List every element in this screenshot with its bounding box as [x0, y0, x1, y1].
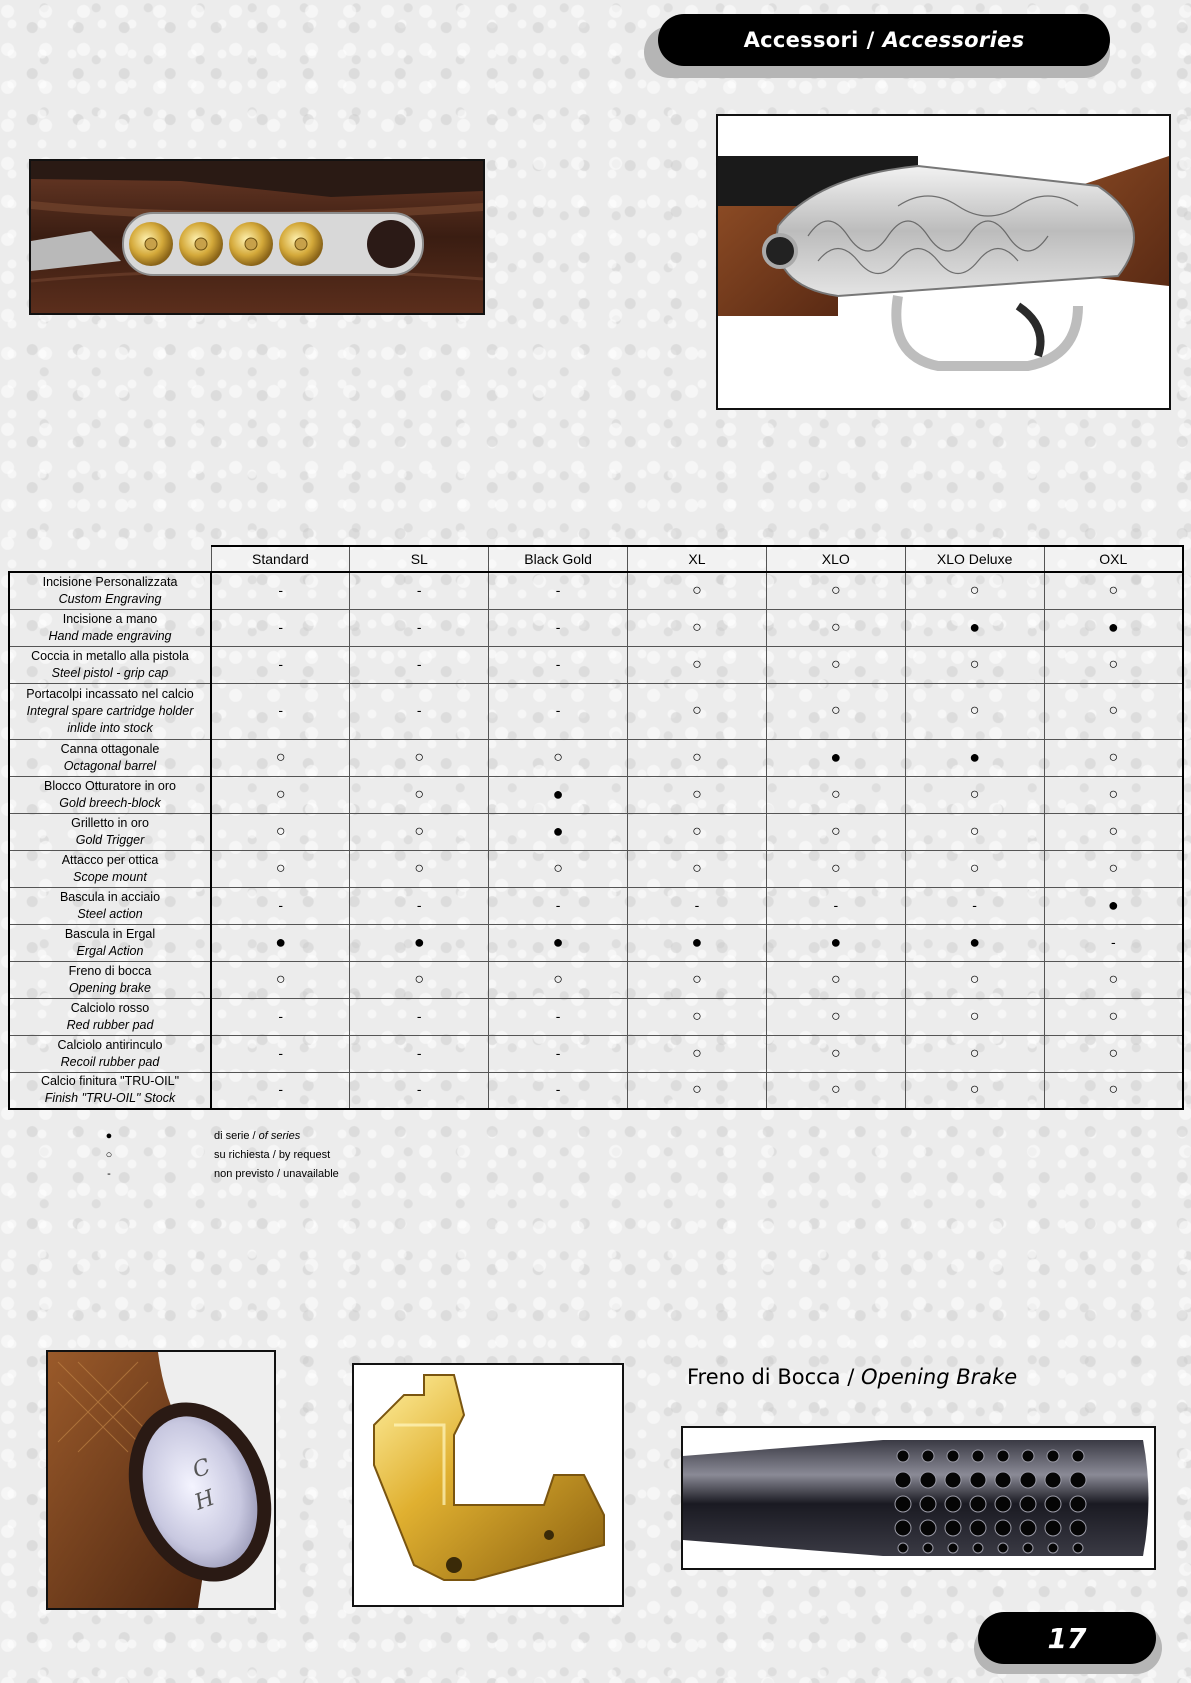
availability-cell: [489, 683, 628, 739]
availability-cell: [350, 1035, 489, 1072]
accessories-table: [8, 545, 1184, 1110]
unavailable-icon: -: [694, 896, 700, 913]
column-header: Standard: [211, 546, 350, 572]
by-request-icon: ○: [414, 859, 425, 877]
availability-cell: [905, 683, 1044, 739]
legend-text-it: su richiesta: [214, 1149, 270, 1161]
by-request-icon: ○: [1108, 970, 1119, 988]
by-request-icon: ○: [414, 785, 425, 803]
table-row: [9, 887, 1183, 924]
availability-cell: [1044, 1035, 1183, 1072]
availability-cell: [628, 850, 767, 887]
availability-cell: [489, 1035, 628, 1072]
availability-cell: [1044, 887, 1183, 924]
feature-name-it: Bascula in acciaio: [59, 889, 161, 904]
by-request-icon: ○: [1108, 1007, 1119, 1025]
by-request-icon: ○: [969, 702, 980, 719]
by-request-icon: ○: [830, 618, 841, 636]
unavailable-icon: -: [278, 1081, 283, 1098]
by-request-icon: ○: [692, 822, 702, 840]
by-request-icon: ○: [969, 1007, 980, 1025]
availability-cell: [628, 646, 767, 683]
column-header: Black Gold: [489, 546, 628, 572]
unavailable-icon: -: [555, 1081, 561, 1098]
availability-cell: [628, 998, 767, 1035]
unavailable-icon: -: [1110, 933, 1116, 950]
availability-cell: [1044, 1072, 1183, 1109]
by-request-icon: ○: [830, 859, 841, 877]
availability-cell: [905, 646, 1044, 683]
feature-name-it: Canna ottagonale: [60, 741, 160, 756]
availability-cell: [350, 850, 489, 887]
by-request-icon: ○: [1108, 822, 1119, 840]
availability-cell: [489, 646, 628, 683]
unavailable-icon: -: [416, 896, 422, 913]
availability-cell: [489, 776, 628, 813]
by-request-icon: ○: [553, 748, 563, 766]
unavailable-icon: -: [278, 618, 283, 635]
availability-cell: [489, 572, 628, 609]
by-request-icon: ○: [830, 785, 841, 803]
availability-cell: [211, 572, 350, 609]
of-series-icon: ●: [969, 616, 981, 637]
legend-separator: /: [269, 1149, 279, 1161]
legend-symbol: ●: [105, 1130, 113, 1142]
availability-cell: [628, 739, 767, 776]
feature-name-en: Steel action: [77, 906, 143, 921]
feature-cell: [9, 776, 211, 813]
feature-name-en: Scope mount: [73, 869, 147, 884]
feature-name-en: Opening brake: [68, 980, 151, 995]
of-series-icon: ●: [969, 931, 981, 952]
feature-name-it: Bascula in Ergal: [64, 926, 156, 941]
by-request-icon: ○: [830, 1081, 841, 1099]
availability-cell: [350, 924, 489, 961]
feature-name-en: Steel pistol - grip cap: [51, 665, 169, 680]
of-series-icon: ●: [1107, 616, 1119, 637]
by-request-icon: ○: [1108, 702, 1119, 719]
of-series-icon: ●: [275, 931, 287, 952]
availability-cell: [905, 813, 1044, 850]
by-request-icon: ○: [969, 1081, 980, 1099]
column-header: XLO: [766, 546, 905, 572]
availability-cell: [489, 739, 628, 776]
availability-cell: [489, 850, 628, 887]
feature-name-it: Calcio finitura "TRU-OIL": [40, 1074, 180, 1089]
by-request-icon: ○: [692, 702, 702, 719]
availability-cell: [350, 683, 489, 739]
feature-name-it: Attacco per ottica: [61, 852, 159, 867]
availability-cell: [1044, 813, 1183, 850]
table-row: [9, 1035, 1183, 1072]
availability-cell: [628, 776, 767, 813]
feature-cell: [9, 609, 211, 646]
availability-cell: [766, 850, 905, 887]
unavailable-icon: -: [278, 655, 283, 672]
availability-cell: [766, 776, 905, 813]
availability-cell: [766, 1035, 905, 1072]
availability-cell: [211, 961, 350, 998]
availability-cell: [628, 572, 767, 609]
by-request-icon: ○: [969, 1044, 980, 1062]
header-title-it: Accessori: [743, 28, 859, 52]
unavailable-icon: -: [833, 896, 839, 913]
feature-cell: [9, 924, 211, 961]
table-corner: [9, 546, 211, 572]
feature-name-en: Gold Trigger: [75, 832, 145, 847]
by-request-icon: ○: [1108, 748, 1119, 766]
header-separator: /: [866, 28, 875, 52]
legend-separator: /: [273, 1168, 284, 1180]
availability-cell: [350, 739, 489, 776]
by-request-icon: ○: [414, 822, 425, 840]
engraved-action-photo: [716, 114, 1171, 410]
legend-symbol: ○: [105, 1149, 113, 1161]
by-request-icon: ○: [969, 785, 980, 803]
unavailable-icon: -: [416, 581, 422, 598]
availability-cell: [350, 1072, 489, 1109]
unavailable-icon: -: [416, 1081, 422, 1098]
by-request-icon: ○: [692, 1007, 702, 1025]
legend-text-en: by request: [278, 1149, 331, 1161]
of-series-icon: ●: [552, 820, 564, 841]
unavailable-icon: -: [278, 1044, 283, 1061]
table-row: [9, 1072, 1183, 1109]
by-request-icon: ○: [830, 822, 841, 840]
feature-name-it: Incisione a mano: [62, 611, 158, 626]
by-request-icon: ○: [692, 655, 702, 673]
feature-name-it: Incisione Personalizzata: [42, 574, 178, 589]
by-request-icon: ○: [1108, 785, 1119, 803]
of-series-icon: ●: [552, 931, 564, 952]
by-request-icon: ○: [414, 748, 425, 766]
feature-cell: [9, 683, 211, 739]
by-request-icon: ○: [275, 970, 286, 988]
legend-text-it: di serie: [214, 1130, 250, 1142]
by-request-icon: ○: [692, 618, 702, 636]
availability-cell: [905, 739, 1044, 776]
legend-text-en: unavailable: [283, 1168, 339, 1180]
by-request-icon: ○: [414, 970, 425, 988]
availability-cell: [350, 572, 489, 609]
feature-name-en: Integral spare cartridge holder: [26, 703, 194, 718]
by-request-icon: ○: [969, 970, 980, 988]
availability-cell: [1044, 609, 1183, 646]
unavailable-icon: -: [416, 655, 422, 672]
table-row: [9, 646, 1183, 683]
availability-cell: [489, 998, 628, 1035]
unavailable-icon: -: [416, 1007, 422, 1024]
availability-cell: [1044, 646, 1183, 683]
availability-cell: [628, 1072, 767, 1109]
feature-name-en: Gold breech-block: [59, 795, 161, 810]
table-row: [9, 924, 1183, 961]
availability-cell: [766, 646, 905, 683]
feature-name-en: Recoil rubber pad: [60, 1054, 160, 1069]
by-request-icon: ○: [830, 1007, 841, 1025]
by-request-icon: ○: [553, 859, 563, 877]
availability-cell: [350, 646, 489, 683]
grip-cap-photo: [46, 1350, 276, 1610]
by-request-icon: ○: [969, 581, 980, 599]
feature-name-en-line2: inlide into stock: [67, 720, 153, 735]
availability-cell: [211, 646, 350, 683]
feature-cell: [9, 961, 211, 998]
availability-cell: [628, 609, 767, 646]
availability-cell: [211, 887, 350, 924]
of-series-icon: ●: [830, 746, 842, 767]
by-request-icon: ○: [830, 1044, 841, 1062]
by-request-icon: ○: [275, 822, 286, 840]
feature-name-it: Calciolo antirinculo: [57, 1037, 163, 1052]
muzzle-brake-photo: [681, 1426, 1156, 1570]
availability-cell: [350, 998, 489, 1035]
page-number-text: 17: [1047, 1621, 1087, 1655]
availability-cell: [905, 609, 1044, 646]
column-header: XLO Deluxe: [905, 546, 1044, 572]
availability-cell: [211, 609, 350, 646]
feature-name-en: Hand made engraving: [48, 628, 172, 643]
availability-cell: [766, 961, 905, 998]
availability-cell: [1044, 850, 1183, 887]
availability-cell: [905, 572, 1044, 609]
unavailable-icon: -: [278, 896, 283, 913]
feature-name-it: Freno di bocca: [68, 963, 152, 978]
feature-cell: [9, 813, 211, 850]
by-request-icon: ○: [692, 581, 702, 599]
feature-cell: [9, 1035, 211, 1072]
of-series-icon: ●: [552, 783, 564, 804]
availability-cell: [905, 850, 1044, 887]
feature-cell: [9, 887, 211, 924]
availability-cell: [350, 609, 489, 646]
availability-cell: [766, 887, 905, 924]
by-request-icon: ○: [1108, 655, 1119, 673]
feature-cell: [9, 998, 211, 1035]
availability-cell: [1044, 961, 1183, 998]
availability-cell: [211, 998, 350, 1035]
feature-name-en: Custom Engraving: [58, 591, 162, 606]
of-series-icon: ●: [969, 746, 981, 767]
of-series-icon: ●: [413, 931, 425, 952]
feature-name-en: Finish "TRU-OIL" Stock: [44, 1091, 176, 1106]
unavailable-icon: -: [555, 896, 561, 913]
section-header: [658, 14, 1110, 66]
unavailable-icon: -: [416, 618, 422, 635]
unavailable-icon: -: [555, 702, 561, 718]
availability-cell: [211, 739, 350, 776]
availability-cell: [766, 1072, 905, 1109]
feature-cell: [9, 1072, 211, 1109]
unavailable-icon: -: [972, 896, 977, 913]
table-header-row: [9, 546, 1183, 572]
table-row: [9, 813, 1183, 850]
feature-cell: [9, 850, 211, 887]
header-title-en: Accessories: [882, 28, 1025, 52]
column-header: OXL: [1044, 546, 1183, 572]
availability-cell: [350, 887, 489, 924]
availability-cell: [350, 813, 489, 850]
feature-name-it: Grilletto in oro: [71, 815, 149, 830]
table-row: [9, 998, 1183, 1035]
availability-cell: [905, 1035, 1044, 1072]
by-request-icon: ○: [830, 970, 841, 988]
availability-cell: [766, 924, 905, 961]
unavailable-icon: -: [278, 1007, 283, 1024]
availability-cell: [905, 998, 1044, 1035]
feature-name-it: Blocco Otturatore in oro: [43, 778, 176, 793]
availability-cell: [1044, 776, 1183, 813]
brake-title-en: Opening Brake: [861, 1365, 1018, 1389]
brake-separator: /: [847, 1365, 855, 1389]
availability-cell: [905, 1072, 1044, 1109]
by-request-icon: ○: [692, 785, 702, 803]
availability-cell: [905, 924, 1044, 961]
column-header: XL: [628, 546, 767, 572]
availability-cell: [1044, 739, 1183, 776]
by-request-icon: ○: [275, 748, 286, 766]
feature-cell: [9, 646, 211, 683]
by-request-icon: ○: [969, 859, 980, 877]
availability-cell: [489, 961, 628, 998]
unavailable-icon: -: [555, 581, 561, 598]
by-request-icon: ○: [969, 822, 980, 840]
of-series-icon: ●: [1107, 894, 1119, 915]
by-request-icon: ○: [1108, 859, 1119, 877]
legend-text-en: of series: [258, 1130, 301, 1142]
availability-cell: [905, 776, 1044, 813]
brake-title: [687, 1365, 1017, 1389]
table-row: [9, 961, 1183, 998]
unavailable-icon: -: [555, 618, 561, 635]
table-row: [9, 776, 1183, 813]
by-request-icon: ○: [1108, 581, 1119, 599]
availability-cell: [766, 572, 905, 609]
by-request-icon: ○: [275, 859, 286, 877]
feature-name-en: Ergal Action: [76, 943, 144, 958]
availability-cell: [628, 1035, 767, 1072]
page-number: [978, 1612, 1156, 1664]
availability-cell: [766, 739, 905, 776]
by-request-icon: ○: [830, 655, 841, 673]
unavailable-icon: -: [278, 581, 283, 598]
cartridge-holder-photo: [29, 159, 485, 315]
by-request-icon: ○: [969, 655, 980, 673]
availability-cell: [905, 887, 1044, 924]
unavailable-icon: -: [555, 655, 561, 672]
by-request-icon: ○: [692, 1044, 702, 1062]
feature-name-it: Coccia in metallo alla pistola: [31, 648, 189, 663]
feature-name-it: Portacolpi incassato nel calcio: [26, 686, 194, 701]
availability-cell: [766, 609, 905, 646]
availability-cell: [628, 924, 767, 961]
availability-cell: [1044, 572, 1183, 609]
availability-cell: [211, 776, 350, 813]
table-row: [9, 739, 1183, 776]
feature-cell: [9, 572, 211, 609]
legend-separator: /: [249, 1130, 259, 1142]
table-row: [9, 683, 1183, 739]
availability-cell: [350, 776, 489, 813]
by-request-icon: ○: [692, 748, 702, 766]
availability-cell: [489, 887, 628, 924]
availability-cell: [628, 887, 767, 924]
availability-cell: [628, 961, 767, 998]
table-row: [9, 572, 1183, 609]
unavailable-icon: -: [555, 1007, 561, 1024]
by-request-icon: ○: [275, 785, 286, 803]
availability-cell: [628, 683, 767, 739]
by-request-icon: ○: [692, 1081, 702, 1099]
availability-cell: [628, 813, 767, 850]
availability-cell: [350, 961, 489, 998]
of-series-icon: ●: [691, 931, 703, 952]
unavailable-icon: -: [555, 1044, 561, 1061]
availability-cell: [211, 813, 350, 850]
legend-text-it: non previsto: [214, 1168, 274, 1180]
by-request-icon: ○: [1108, 1081, 1119, 1099]
availability-cell: [489, 924, 628, 961]
unavailable-icon: -: [416, 702, 422, 718]
availability-cell: [211, 850, 350, 887]
monogram-bottom: H: [191, 1485, 219, 1516]
feature-name-en: Red rubber pad: [66, 1017, 154, 1032]
unavailable-icon: -: [416, 1044, 422, 1061]
by-request-icon: ○: [553, 970, 563, 988]
availability-cell: [766, 998, 905, 1035]
monogram-top: C: [189, 1454, 214, 1484]
table-row: [9, 850, 1183, 887]
unavailable-icon: -: [278, 702, 283, 718]
feature-name-it: Calciolo rosso: [70, 1000, 150, 1015]
feature-cell: [9, 739, 211, 776]
gold-part-photo: [352, 1363, 624, 1607]
column-header: SL: [350, 546, 489, 572]
by-request-icon: ○: [1108, 1044, 1119, 1062]
availability-cell: [905, 961, 1044, 998]
availability-cell: [1044, 998, 1183, 1035]
availability-cell: [766, 683, 905, 739]
availability-cell: [489, 813, 628, 850]
availability-cell: [766, 813, 905, 850]
legend-symbol: -: [107, 1168, 111, 1180]
of-series-icon: ●: [830, 931, 842, 952]
table-row: [9, 609, 1183, 646]
availability-cell: [1044, 924, 1183, 961]
by-request-icon: ○: [692, 859, 702, 877]
availability-cell: [211, 683, 350, 739]
availability-cell: [211, 1072, 350, 1109]
availability-cell: [211, 1035, 350, 1072]
by-request-icon: ○: [830, 702, 841, 719]
availability-cell: [1044, 683, 1183, 739]
feature-name-en: Octagonal barrel: [63, 758, 157, 773]
availability-cell: [489, 609, 628, 646]
by-request-icon: ○: [692, 970, 702, 988]
by-request-icon: ○: [830, 581, 841, 599]
availability-cell: [211, 924, 350, 961]
availability-cell: [489, 1072, 628, 1109]
brake-title-it: Freno di Bocca: [687, 1365, 841, 1389]
